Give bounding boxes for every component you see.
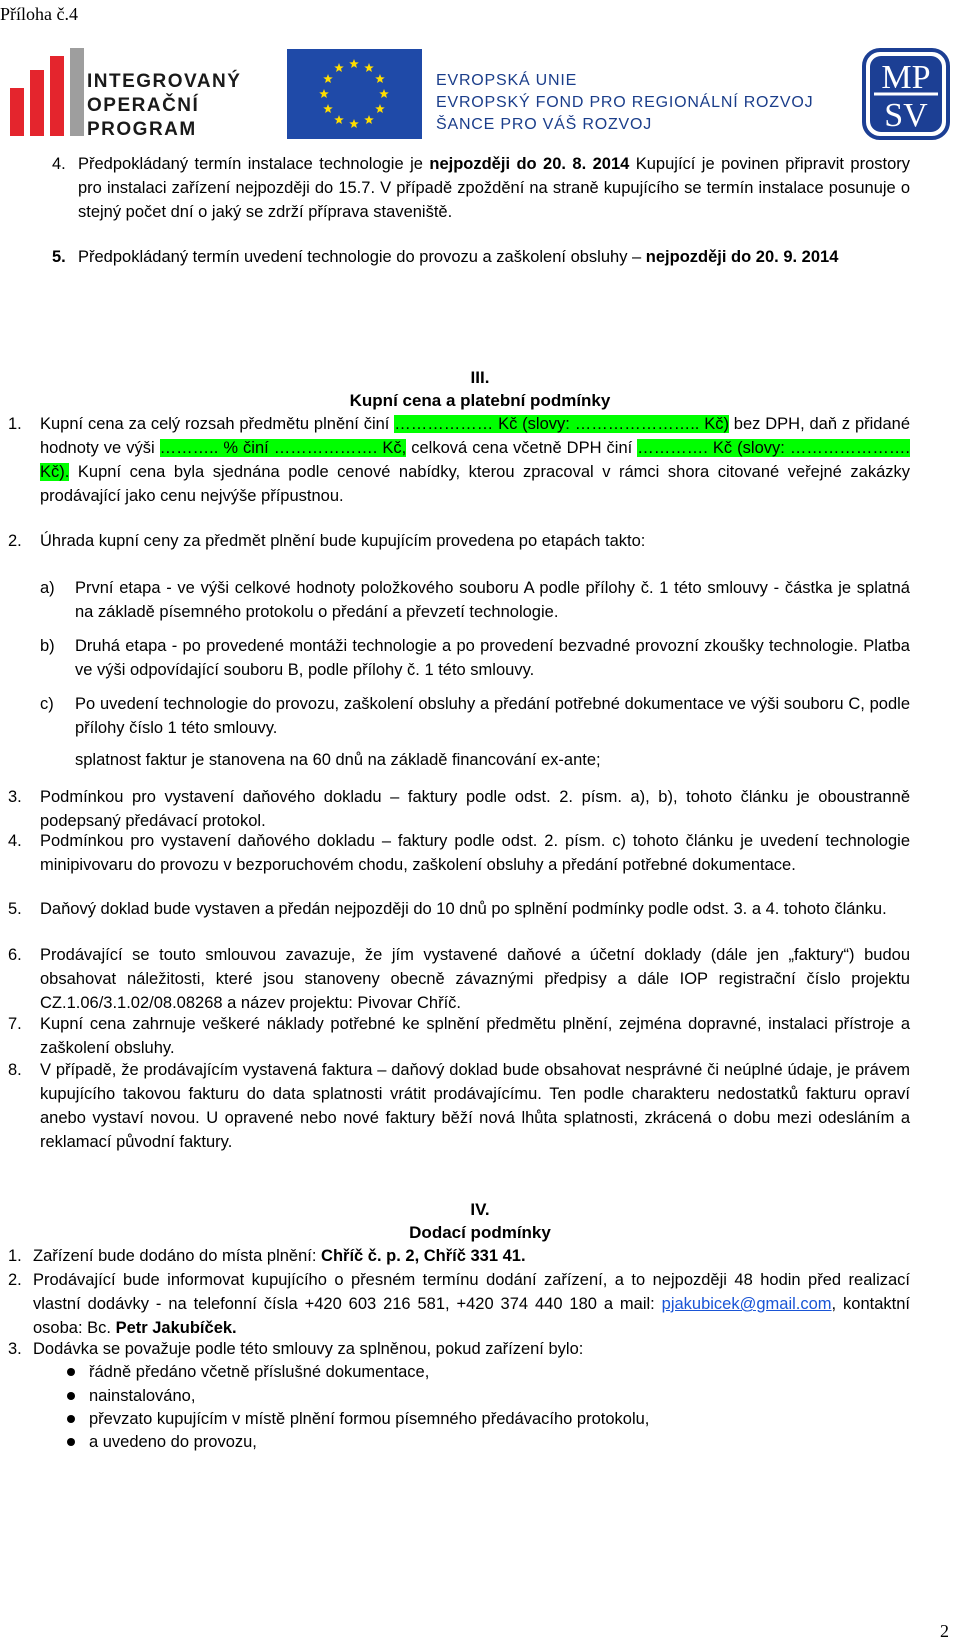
- text-span: Prodávající bude informovat kupujícího o přesném termínu dodání zařízení, a to nejpozději 48 hodin před realizací vlastní dodávky - na telefonní čísla +420 603 216 581, +420 374 440 180 a mail:: [33, 1271, 910, 1313]
- text-span: Kupní cena za celý rozsah předmětu plnění činí: [40, 415, 390, 433]
- bullet-icon: [67, 1368, 75, 1376]
- bullet-icon: [67, 1438, 75, 1446]
- list-item: řádně předáno včetně příslušné dokumentace,: [89, 1363, 430, 1381]
- eu-flag-icon: [287, 49, 422, 139]
- section-3-number: III.: [470, 368, 490, 387]
- section-3-title: Kupní cena a platební podmínky: [349, 391, 611, 410]
- paragraph-item-8: V případě, že prodávajícím vystavená faktura – daňový doklad bude obsahovat nesprávné či neúplné údaje, je právem kupujícího takovou fakturu do data splatnosti vrátit prodávajícímu. Ten podle charakteru nedostatků fakturu opraví anebo vystaví novou. U opravené nebo nové faktury běží nová lhůta splatnosti, zkrácená o dobu mezi odesláním a reklamací původní faktury.: [40, 1061, 910, 1151]
- eu-logo-text: [436, 70, 813, 136]
- text-span: bez DPH, daň z přidané hodnoty ve výši: [40, 415, 910, 457]
- text-span: celková cena včetně DPH činí: [411, 439, 633, 457]
- text-span: Předpokládaný termín instalace technologie je: [78, 155, 423, 173]
- mpsv-logo-bottom: SV: [884, 97, 928, 134]
- item-number: 5.: [8, 900, 22, 918]
- bullet-icon: [67, 1392, 75, 1400]
- list-item: a uvedeno do provozu,: [89, 1433, 257, 1451]
- section-4-title: Dodací podmínky: [409, 1223, 551, 1242]
- stage-label: c): [40, 695, 54, 713]
- eu-logo-line: ŠANCE PRO VÁŠ ROZVOJ: [436, 116, 653, 133]
- paragraph-delivery-notice: [33, 1268, 910, 1340]
- item-number: 5.: [52, 248, 66, 266]
- text-span: Předpokládaný termín uvedení technologie do provozu a zaškolení obsluhy –: [78, 248, 642, 266]
- iop-logo-line: INTEGROVANÝ: [87, 71, 242, 92]
- total-blank-highlight[interactable]: …………. Kč (slovy: …………………. Kč).: [40, 439, 910, 481]
- stage-label: a): [40, 579, 55, 597]
- iop-logo-mark: [10, 48, 90, 138]
- paragraph-commissioning-term: [78, 245, 910, 269]
- paragraph-item-7: Kupní cena zahrnuje veškeré náklady potřebné ke splnění předmětu plnění, zejména dopravné, instalaci přístroje a zaškolení obsluhy.: [40, 1015, 910, 1057]
- text-span: Zařízení bude dodáno do místa plnění:: [33, 1247, 317, 1265]
- iop-logo-text: [87, 70, 241, 142]
- stage-b-text: Druhá etapa - po provedené montáži technologie a po provedení bezvadné provozní zkoušky technologie. Platba ve výši odpovídající souboru B, podle přílohy č. 1 této smlouvy.: [75, 637, 910, 679]
- mpsv-logo-top: MP: [881, 59, 931, 96]
- eu-logo-line: EVROPSKÁ UNIE: [436, 72, 578, 89]
- text-span: Kupní cena byla sjednána podle cenové nabídky, kterou zpracoval v rámci shora citované veřejné zakázky prodávající jako cenu nejvýše přípustnou.: [40, 463, 910, 505]
- attachment-label: Příloha č.4: [0, 4, 78, 24]
- contact-name: Petr Jakubíček.: [115, 1319, 237, 1337]
- mpsv-logo: [862, 48, 950, 140]
- delivery-address: Chříč č. p. 2, Chříč 331 41.: [321, 1247, 526, 1265]
- eu-logo-line: EVROPSKÝ FOND PRO REGIONÁLNÍ ROZVOJ: [436, 94, 814, 111]
- deadline-bold: nejpozději do 20. 8. 2014: [429, 155, 630, 173]
- paragraph-item-3: Podmínkou pro vystavení daňového dokladu – faktury podle odst. 2. písm. a), b), tohoto článku je oboustranně podepsaný předávací protokol.: [40, 788, 910, 830]
- item-number: 2.: [8, 1271, 22, 1289]
- iop-logo-line: PROGRAM: [87, 119, 197, 140]
- item-number: 3.: [8, 788, 22, 806]
- paragraph-item-4: Podmínkou pro vystavení daňového dokladu – faktury podle odst. 2. písm. c) tohoto článku je uvedení technologie minipivovaru do provozu v bezporuchovém chodu, zaškolení obsluhy a předání potřebné dokumentace.: [40, 832, 910, 874]
- paragraph-delivery-complete: Dodávka se považuje podle této smlouvy za splněnou, pokud zařízení bylo:: [33, 1340, 584, 1358]
- item-number: 8.: [8, 1061, 22, 1079]
- item-number: 2.: [8, 532, 22, 550]
- list-item: převzato kupujícím v místě plnění formou písemného předávacího protokolu,: [89, 1410, 650, 1428]
- item-number: 1.: [8, 1247, 22, 1265]
- item-number: 3.: [8, 1340, 22, 1358]
- invoice-due-text: splatnost faktur je stanovena na 60 dnů na základě financování ex-ante;: [75, 751, 601, 769]
- stage-label: b): [40, 637, 55, 655]
- text-span: , kontaktní osoba: Bc.: [33, 1295, 910, 1337]
- stage-c-text: Po uvedení technologie do provozu, zaškolení obsluhy a předání potřebné dokumentace ve výši souboru C, podle přílohy číslo 1 této smlouvy.: [75, 695, 910, 737]
- item-number: 6.: [8, 946, 22, 964]
- email-link[interactable]: pjakubicek@gmail.com: [661, 1295, 832, 1313]
- paragraph-payment-stages: Úhrada kupní ceny za předmět plnění bude kupujícím provedena po etapách takto:: [40, 532, 646, 550]
- item-number: 7.: [8, 1015, 22, 1033]
- paragraph-item-6: Prodávající se touto smlouvou zavazuje, že jím vystavené daňové a účetní doklady (dále jen „faktury“) budou obsahovat náležitosti, které jsou stanoveny obecně závaznými předpisy a dále IOP registrační číslo projektu CZ.1.06/3.1.02/08.08268 a název projektu: Pivovar Chříč.: [40, 946, 910, 1012]
- item-number: 4.: [52, 155, 66, 173]
- paragraph-install-term: [78, 152, 910, 224]
- section-4-number: IV.: [470, 1200, 490, 1219]
- price-blank-highlight[interactable]: ……………… Kč (slovy: ………………….. Kč): [394, 415, 729, 433]
- paragraph-price: [40, 412, 910, 508]
- paragraph-delivery-place: [33, 1244, 910, 1268]
- iop-logo-line: OPERAČNÍ: [87, 95, 200, 116]
- bullet-icon: [67, 1415, 75, 1423]
- item-number: 1.: [8, 415, 22, 433]
- deadline-bold: nejpozději do 20. 9. 2014: [645, 248, 839, 266]
- page-number: 2: [940, 1621, 949, 1641]
- list-item: nainstalováno,: [89, 1387, 196, 1405]
- text-span: Kupující je povinen připravit prostory pro instalaci zařízení nejpozději do 15.7. V případě zpoždění na straně kupujícího se termín instalace posunuje o stejný počet dní o jaký se zdrží příprava staveniště.: [78, 155, 911, 221]
- stage-a-text: První etapa - ve výši celkové hodnoty položkového souboru A podle přílohy č. 1 této smlouvy - částka je splatná na základě písemného protokolu o předání a převzetí technologie.: [75, 579, 910, 621]
- item-number: 4.: [8, 832, 22, 850]
- paragraph-item-5: Daňový doklad bude vystaven a předán nejpozději do 10 dnů po splnění podmínky podle odst. 3. a 4. tohoto článku.: [40, 900, 887, 918]
- vat-blank-highlight[interactable]: ……….. % činí ………………. Kč,: [159, 439, 407, 457]
